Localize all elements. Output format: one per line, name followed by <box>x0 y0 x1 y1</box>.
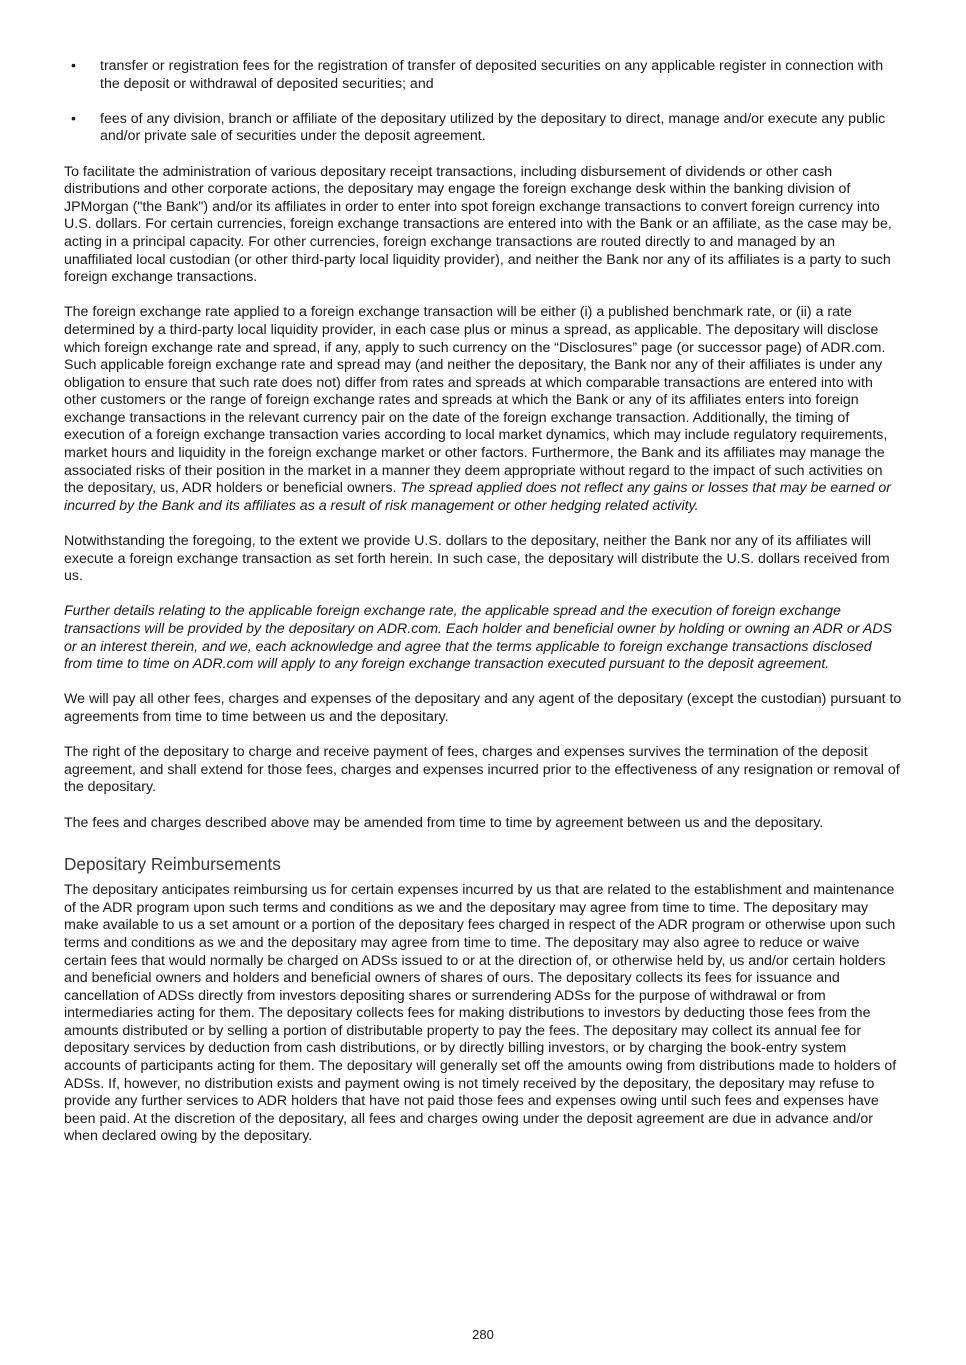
bullet-item <box>64 58 902 93</box>
paragraph-fx-administration: To facilitate the administration of various depositary receipt transactions, including disbursement of dividends or other cash distributions and other corporate actions, the depositary may engage the foreign exchange desk within the banking division of JPMorgan ("the Bank") and/or its affiliates in order to enter into spot foreign exchange transactions to convert foreign currency into U.S. dollars. For certain currencies, foreign exchange transactions are entered into with the Bank or an affiliate, as the case may be, acting in a principal capacity. For other currencies, foreign exchange transactions are routed directly to and managed by an unaffiliated local custodian (or other third-party local liquidity provider), and neither the Bank nor any of its affiliates is a party to such foreign exchange transactions. <box>64 163 892 286</box>
section-heading-reimbursements: Depositary Reimbursements <box>64 854 281 875</box>
paragraph-further-details: Further details relating to the applicable foreign exchange rate, the applicable spread and the execution of foreign exchange transactions will be provided by the depositary on ADR.com. Each holder and beneficial owner by holding or owning an ADR or ADS or an interest therein, and we, each acknowledge and agree that the terms applicable to foreign exchange transactions disclosed from time to time on ADR.com will apply to any foreign exchange transaction executed pursuant to the deposit agreement. <box>64 603 893 673</box>
bullet-icon: • <box>71 58 76 74</box>
bullet-item <box>64 111 902 146</box>
paragraph-other-fees: We will pay all other fees, charges and expenses of the depositary and any agent of the depositary (except the custodian) pursuant to agreements from time to time between us and the depositary. <box>64 691 902 725</box>
bullet-text: fees of any division, branch or affiliate of the depositary utilized by the depositary to direct, manage and/or execute any public and/or private sale of securities under the deposit agreement. <box>100 110 886 145</box>
paragraph-reimbursements: The depositary anticipates reimbursing us for certain expenses incurred by us that are related to the establishment and maintenance of the ADR program upon such terms and conditions as we and the depositary may agree from time to time. The depositary may make available to us a set amount or a portion of the depositary fees charged in respect of the ADR program or otherwise upon such terms and conditions as we and the depositary may agree from time to time. The depositary may also agree to reduce or waive certain fees that would normally be charged on ADSs issued to or at the direction of, or otherwise held by, us and/or certain holders and beneficial owners and holders and beneficial owners of shares of ours. The depositary collects its fees for issuance and cancellation of ADSs directly from investors depositing shares or surrendering ADSs for the purpose of withdrawal or from intermediaries acting for them. The depositary collects fees for making distributions to investors by deducting those fees from the amounts distributed or by selling a portion of distributable property to pay the fees. The depositary may collect its annual fee for depositary services by deduction from cash distributions, or by directly billing investors, or by charging the book-entry system accounts of participants acting for them. The depositary will generally set off the amounts owing from distributions made to holders of ADSs. If, however, no distribution exists and payment owing is not timely received by the depositary, the depositary may refuse to provide any further services to ADR holders that have not paid those fees and expenses owing until such fees and expenses have been paid. At the discretion of the depositary, all fees and charges owing under the deposit agreement are due in advance and/or when declared owing by the depositary. <box>64 882 897 1145</box>
bullet-icon: • <box>71 110 76 127</box>
paragraph-fx-rate-text: The foreign exchange rate applied to a foreign exchange transaction will be either (i) a published benchmark rate, or (ii) a rate determined by a third-party local liquidity provider, in each case plus or minus a spread, as applicable. The depositary will disclose which foreign exchange rate and spread, if any, apply to such currency on the “Disclosures” page (or successor page) of ADR.com. Such applicable foreign exchange rate and spread may (and neither the depositary, the Bank nor any of their affiliates is under any obligation to ensure that such rate does not) differ from rates and spreads at which comparable transactions are entered into with other customers or the range of foreign exchange rates and spreads at which the Bank or any of its affiliates enters into foreign exchange transactions in the relevant currency pair on the date of the foreign exchange transaction. Additionally, the timing of execution of a foreign exchange transaction varies according to local market dynamics, which may include regulatory requirements, market hours and liquidity in the foreign exchange market or other factors. Furthermore, the Bank and its affiliates may manage the associated risks of their position in the market in a manner they deem appropriate without regard to the impact of such activities on the depositary, us, ADR holders or beneficial owners. <box>64 304 888 497</box>
paragraph-right-to-charge: The right of the depositary to charge and receive payment of fees, charges and expenses survives the termination of the deposit agreement, and shall extend for those fees, charges and expenses incurred prior to the effectiveness of any resignation or removal of the depositary. <box>64 744 900 796</box>
paragraph-fee-amendment: The fees and charges described above may be amended from time to time by agreement between us and the depositary. <box>64 814 824 831</box>
bullet-text: transfer or registration fees for the registration of transfer of deposited securities on any applicable register in connection with the deposit or withdrawal of deposited securities; and <box>100 58 884 92</box>
paragraph-fx-rate <box>64 304 902 515</box>
document-page <box>64 58 902 1164</box>
paragraph-fx-rate-italic: The spread applied does not reflect any gains or losses that may be earned or incurred by the Bank and its affiliates as a result of risk management or other hedging related activity. <box>64 480 892 514</box>
page-number: 280 <box>472 1327 494 1342</box>
fee-bullet-list <box>64 58 902 146</box>
paragraph-usd-notwithstanding: Notwithstanding the foregoing, to the extent we provide U.S. dollars to the depositary, neither the Bank nor any of its affiliates will execute a foreign exchange transaction as set forth herein. In such case, the depositary will distribute the U.S. dollars received from us. <box>64 533 890 585</box>
